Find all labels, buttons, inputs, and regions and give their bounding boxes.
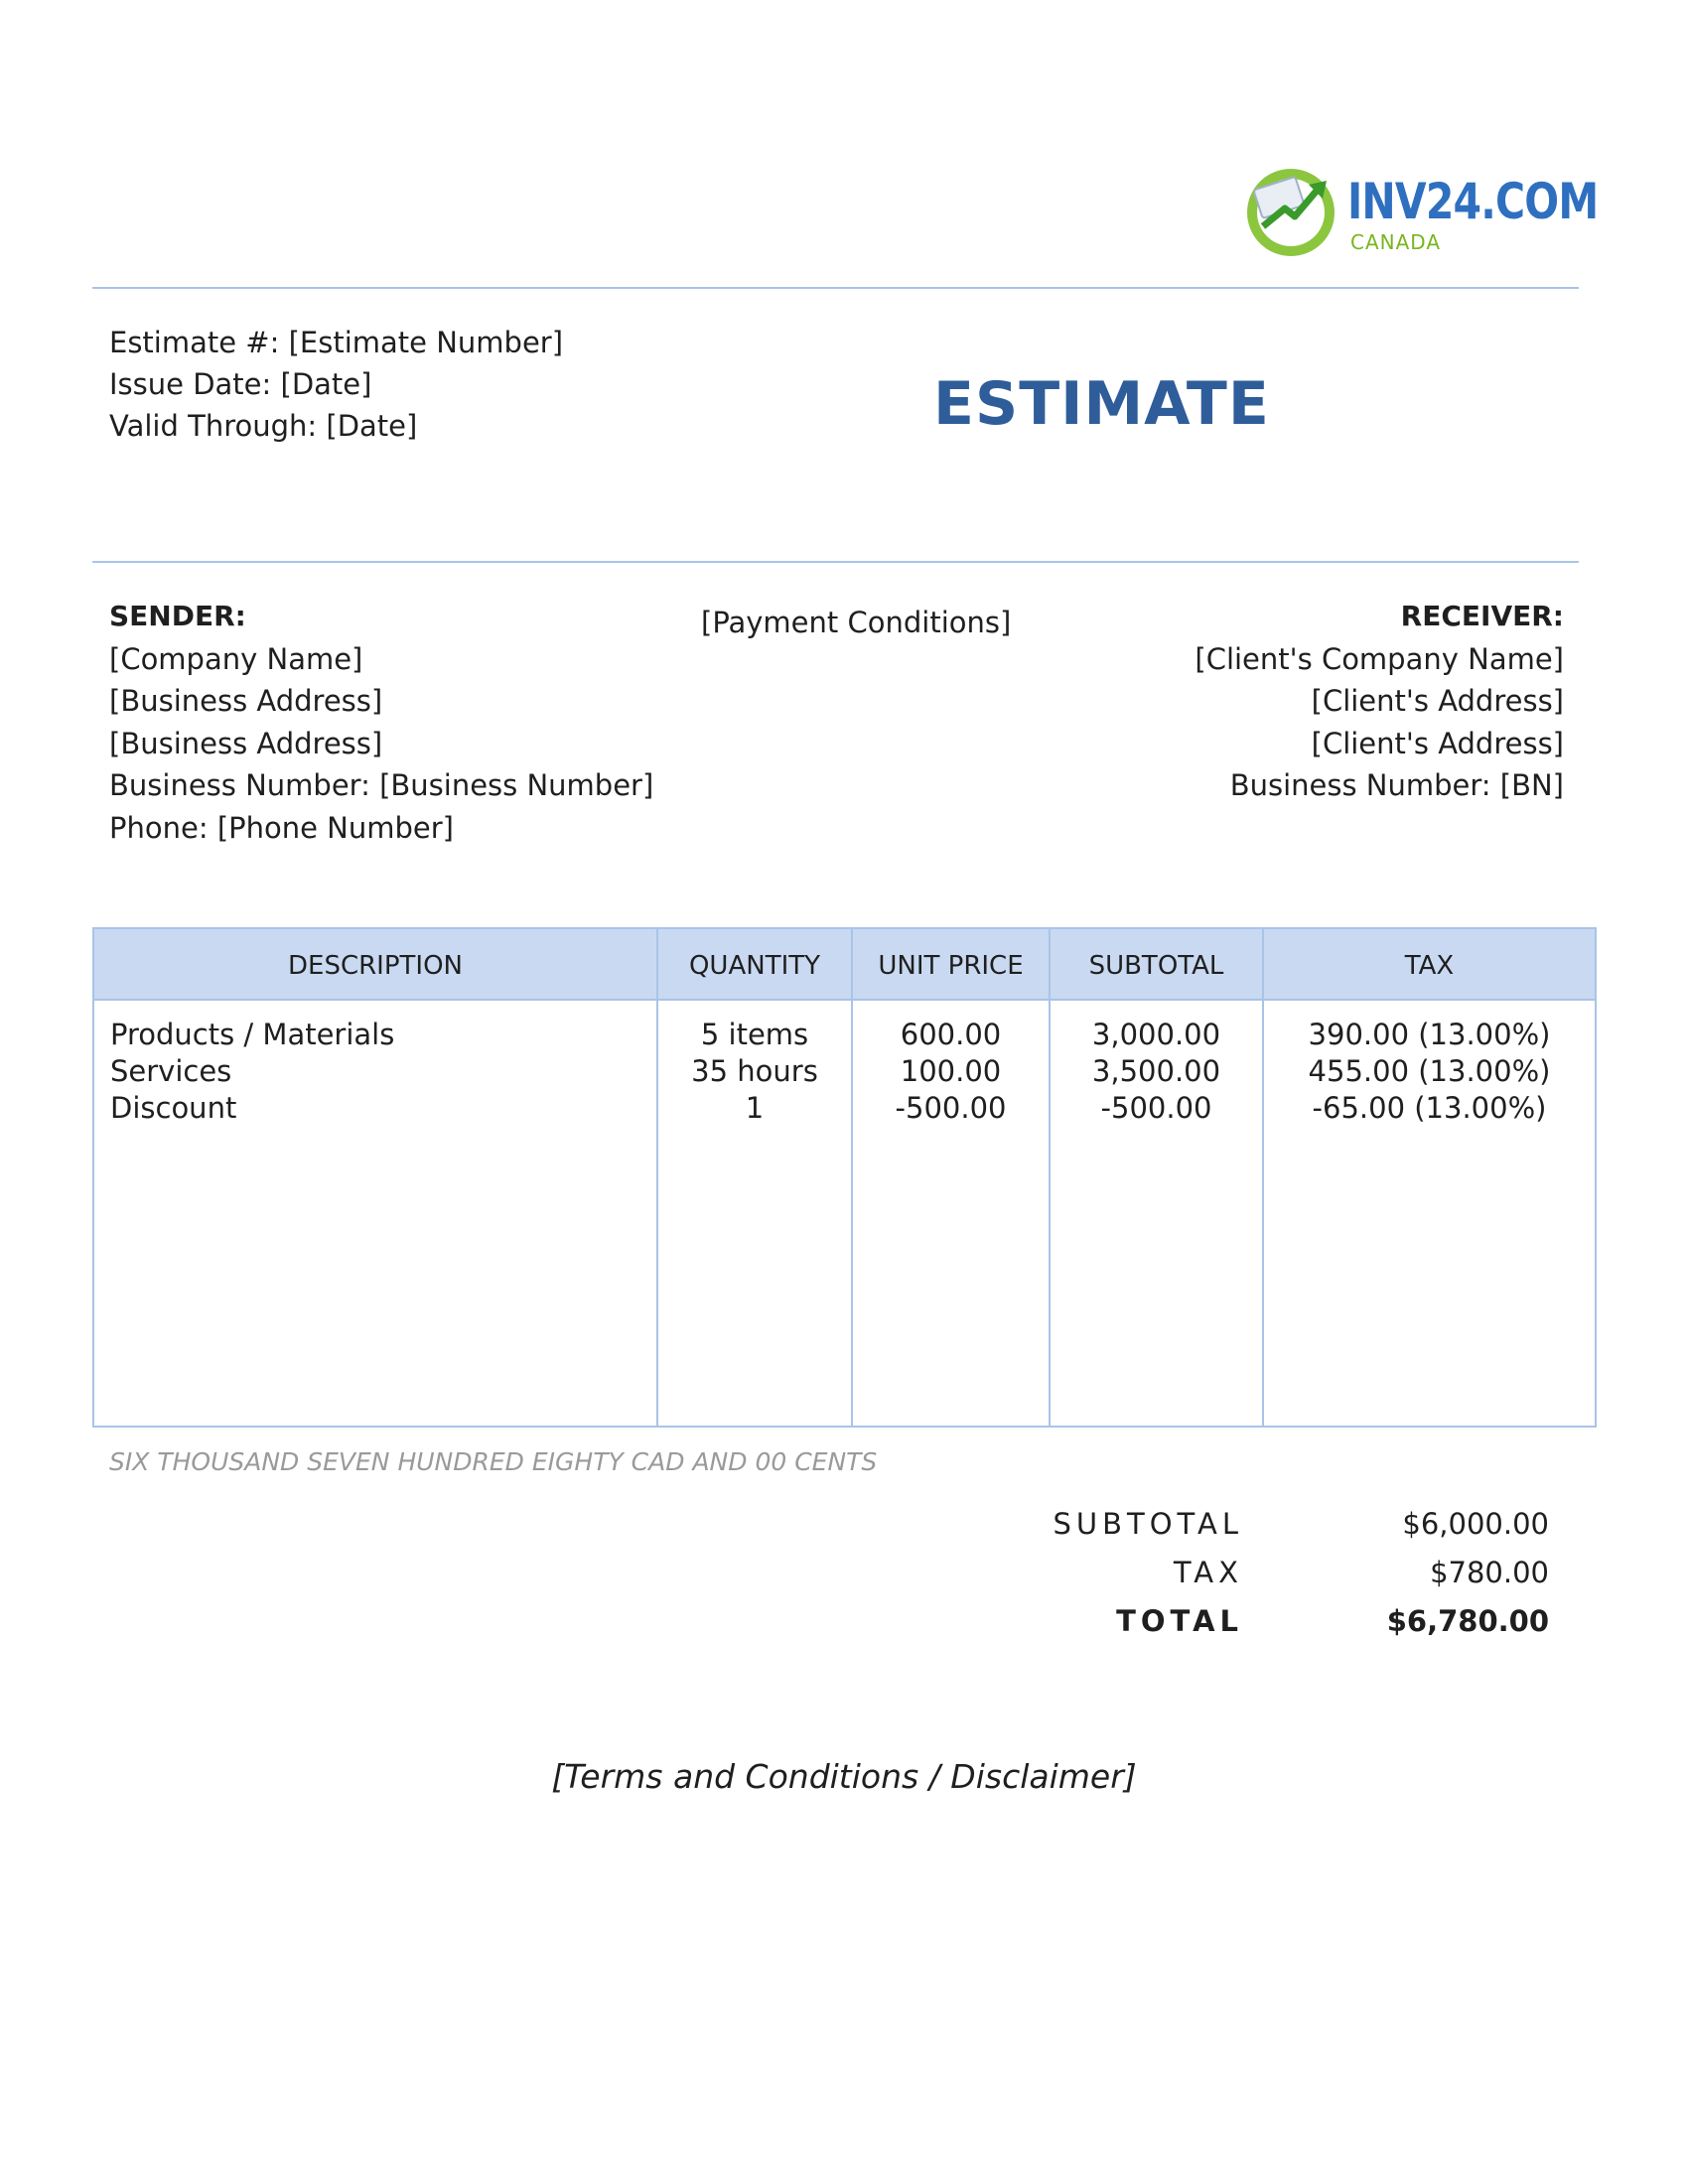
middle-divider	[92, 561, 1579, 563]
table-row-quantity: 1	[745, 1091, 765, 1125]
column-header-unit-price: UNIT PRICE	[878, 951, 1024, 981]
table-row-description: Products / Materials	[110, 1018, 395, 1051]
amount-in-words: SIX THOUSAND SEVEN HUNDRED EIGHTY CAD AND 00 CENTS	[109, 1447, 878, 1476]
table-cell-description	[110, 1017, 394, 1127]
valid-through: Valid Through: [Date]	[109, 409, 418, 443]
table-cell-quantity	[658, 1017, 851, 1127]
column-header-description: DESCRIPTION	[288, 951, 463, 981]
receiver-heading: RECEIVER:	[1400, 600, 1564, 632]
document-title: ESTIMATE	[933, 369, 1270, 439]
sender-heading: SENDER:	[109, 600, 246, 632]
table-row-description: Services	[110, 1054, 232, 1088]
logo-mark-icon	[1243, 161, 1342, 260]
column-header-tax: TAX	[1404, 951, 1455, 981]
logo-text: INV24.COM	[1347, 173, 1599, 230]
table-row-subtotal: -500.00	[1100, 1091, 1212, 1125]
table-row-tax: -65.00 (13.00%)	[1312, 1091, 1547, 1125]
sender-block	[109, 596, 653, 849]
sender-line: Business Number: [Business Number]	[109, 768, 654, 802]
tax-value: $780.00	[1430, 1556, 1549, 1589]
sender-line: [Company Name]	[109, 641, 363, 676]
table-cell-tax	[1264, 1017, 1595, 1127]
table-row-tax: 455.00 (13.00%)	[1308, 1054, 1551, 1088]
table-cell-unit-price	[853, 1017, 1049, 1127]
sender-line: Phone: [Phone Number]	[109, 810, 454, 845]
table-row-unit-price: 100.00	[900, 1054, 1002, 1088]
payment-conditions: [Payment Conditions]	[701, 606, 1012, 639]
table-row-unit-price: -500.00	[895, 1091, 1007, 1125]
sender-line: [Business Address]	[109, 726, 383, 760]
column-header-subtotal: SUBTOTAL	[1088, 951, 1224, 981]
column-divider	[1049, 929, 1051, 1426]
column-divider	[1262, 929, 1264, 1426]
column-divider	[851, 929, 853, 1426]
table-cell-subtotal	[1051, 1017, 1262, 1127]
column-header-quantity: QUANTITY	[688, 951, 821, 981]
sender-line: [Business Address]	[109, 684, 383, 718]
estimate-number: Estimate #: [Estimate Number]	[109, 326, 564, 359]
items-table	[92, 927, 1597, 1428]
column-divider	[656, 929, 658, 1426]
tax-label: TAX	[1173, 1556, 1243, 1589]
receiver-line: [Client's Company Name]	[1195, 641, 1564, 676]
total-value: $6,780.00	[1386, 1604, 1549, 1638]
terms-and-conditions: [Terms and Conditions / Disclaimer]	[551, 1757, 1137, 1796]
issue-date: Issue Date: [Date]	[109, 367, 372, 401]
table-row-tax: 390.00 (13.00%)	[1308, 1018, 1551, 1051]
receiver-line: Business Number: [BN]	[1229, 768, 1564, 802]
total-label: TOTAL	[1116, 1604, 1243, 1638]
subtotal-value: $6,000.00	[1402, 1507, 1549, 1541]
top-divider	[92, 287, 1579, 289]
logo-subtext: CANADA	[1350, 230, 1442, 254]
table-row-unit-price: 600.00	[900, 1018, 1002, 1051]
receiver-block	[1195, 596, 1564, 807]
receiver-line: [Client's Address]	[1311, 726, 1564, 760]
table-row-quantity: 5 items	[700, 1018, 809, 1051]
table-row-subtotal: 3,500.00	[1091, 1054, 1221, 1088]
table-row-quantity: 35 hours	[691, 1054, 818, 1088]
subtotal-label: SUBTOTAL	[1053, 1507, 1243, 1541]
table-row-subtotal: 3,000.00	[1091, 1018, 1221, 1051]
receiver-line: [Client's Address]	[1311, 684, 1564, 718]
table-row-description: Discount	[110, 1091, 237, 1125]
company-logo	[1243, 161, 1599, 265]
